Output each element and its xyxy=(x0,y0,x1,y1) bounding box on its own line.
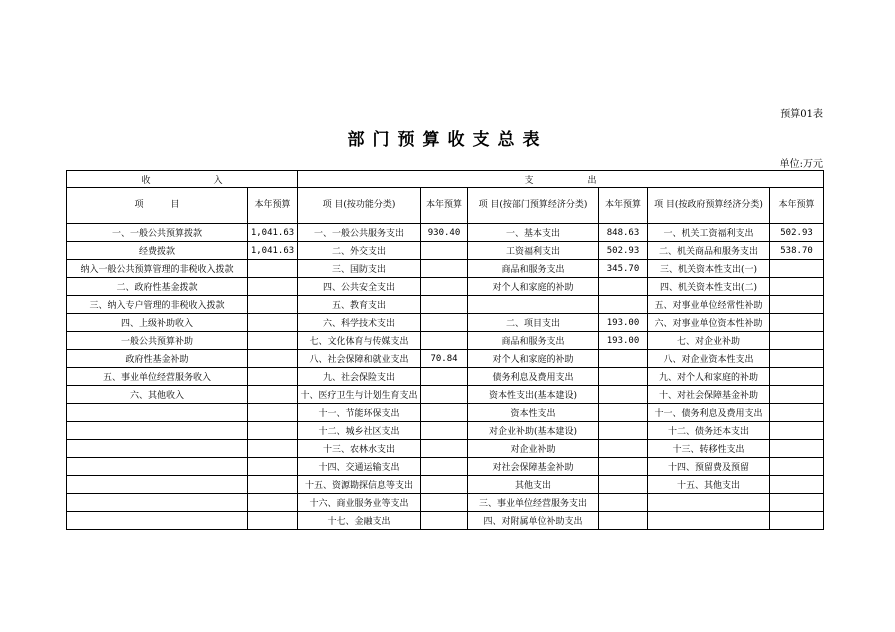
amount-cell xyxy=(770,404,824,422)
amount-cell xyxy=(770,296,824,314)
amount-cell xyxy=(248,422,298,440)
group-header-row xyxy=(67,171,824,188)
item-cell: 九、对个人和家庭的补助 xyxy=(648,368,770,386)
item-cell: 十三、转移性支出 xyxy=(648,440,770,458)
item-cell: 三、国防支出 xyxy=(298,260,421,278)
amount-cell xyxy=(770,350,824,368)
item-cell: 四、上级补助收入 xyxy=(67,314,248,332)
item-cell xyxy=(67,476,248,494)
item-cell: 八、对企业资本性支出 xyxy=(648,350,770,368)
item-cell: 三、事业单位经营服务支出 xyxy=(468,494,599,512)
amount-cell xyxy=(599,422,648,440)
item-cell: 一、一般公共预算拨款 xyxy=(67,224,248,242)
amount-cell xyxy=(770,494,824,512)
amount-cell xyxy=(421,386,468,404)
item-cell: 对社会保障基金补助 xyxy=(468,458,599,476)
column-header-row xyxy=(67,188,824,224)
item-cell: 五、教育支出 xyxy=(298,296,421,314)
item-cell: 一、一般公共服务支出 xyxy=(298,224,421,242)
amount-cell xyxy=(770,314,824,332)
item-cell: 十四、预留费及预留 xyxy=(648,458,770,476)
item-cell: 十六、商业服务业等支出 xyxy=(298,494,421,512)
column-header: 本年预算 xyxy=(248,188,298,224)
item-cell: 对企业补助 xyxy=(468,440,599,458)
amount-cell xyxy=(421,314,468,332)
amount-cell xyxy=(248,260,298,278)
amount-cell xyxy=(248,278,298,296)
item-cell: 资本性支出(基本建设) xyxy=(468,386,599,404)
amount-cell: 345.70 xyxy=(599,260,648,278)
amount-cell: 538.70 xyxy=(770,242,824,260)
item-cell: 十一、节能环保支出 xyxy=(298,404,421,422)
item-cell: 三、机关资本性支出(一) xyxy=(648,260,770,278)
item-cell: 一、机关工资福利支出 xyxy=(648,224,770,242)
amount-cell xyxy=(770,386,824,404)
amount-cell xyxy=(421,278,468,296)
amount-cell xyxy=(599,278,648,296)
item-cell: 七、文化体育与传媒支出 xyxy=(298,332,421,350)
table-row xyxy=(67,404,824,422)
amount-cell xyxy=(770,368,824,386)
item-cell: 十七、金融支出 xyxy=(298,512,421,530)
table-row xyxy=(67,350,824,368)
amount-cell xyxy=(599,440,648,458)
item-cell: 工资福利支出 xyxy=(468,242,599,260)
amount-cell xyxy=(770,422,824,440)
amount-cell xyxy=(248,440,298,458)
amount-cell xyxy=(248,296,298,314)
amount-cell xyxy=(599,404,648,422)
table-row xyxy=(67,368,824,386)
item-cell: 八、社会保障和就业支出 xyxy=(298,350,421,368)
table-row xyxy=(67,422,824,440)
item-cell: 商品和服务支出 xyxy=(468,332,599,350)
table-row xyxy=(67,494,824,512)
amount-cell: 930.40 xyxy=(421,224,468,242)
amount-cell xyxy=(248,458,298,476)
item-cell: 二、外交支出 xyxy=(298,242,421,260)
column-header: 项 目 xyxy=(67,188,248,224)
amount-cell: 193.00 xyxy=(599,314,648,332)
item-cell: 政府性基金补助 xyxy=(67,350,248,368)
amount-cell xyxy=(248,404,298,422)
amount-cell xyxy=(421,368,468,386)
item-cell: 其他支出 xyxy=(468,476,599,494)
amount-cell xyxy=(421,260,468,278)
item-cell xyxy=(67,440,248,458)
item-cell: 二、项目支出 xyxy=(468,314,599,332)
amount-cell xyxy=(248,368,298,386)
item-cell xyxy=(648,512,770,530)
amount-cell xyxy=(599,476,648,494)
amount-cell xyxy=(599,368,648,386)
table-row xyxy=(67,296,824,314)
amount-cell xyxy=(770,260,824,278)
amount-cell xyxy=(770,332,824,350)
amount-cell xyxy=(421,476,468,494)
item-cell xyxy=(648,494,770,512)
table-row xyxy=(67,386,824,404)
table-row xyxy=(67,512,824,530)
item-cell: 对个人和家庭的补助 xyxy=(468,350,599,368)
table-row xyxy=(67,224,824,242)
amount-cell xyxy=(421,422,468,440)
amount-cell xyxy=(248,494,298,512)
amount-cell xyxy=(421,440,468,458)
item-cell: 十三、农林水支出 xyxy=(298,440,421,458)
item-cell: 十二、债务还本支出 xyxy=(648,422,770,440)
item-cell: 资本性支出 xyxy=(468,404,599,422)
item-cell xyxy=(67,422,248,440)
table-row xyxy=(67,332,824,350)
amount-cell xyxy=(421,404,468,422)
table-row xyxy=(67,242,824,260)
amount-cell: 502.93 xyxy=(599,242,648,260)
table-row xyxy=(67,476,824,494)
amount-cell xyxy=(421,458,468,476)
item-cell xyxy=(67,458,248,476)
amount-cell xyxy=(770,476,824,494)
item-cell: 五、对事业单位经常性补助 xyxy=(648,296,770,314)
amount-cell xyxy=(770,458,824,476)
item-cell: 十五、资源勘探信息等支出 xyxy=(298,476,421,494)
table-row xyxy=(67,278,824,296)
item-cell: 三、纳入专户管理的非税收入拨款 xyxy=(67,296,248,314)
item-cell: 四、公共安全支出 xyxy=(298,278,421,296)
table-row xyxy=(67,458,824,476)
item-cell xyxy=(468,296,599,314)
amount-cell xyxy=(421,332,468,350)
amount-cell xyxy=(599,458,648,476)
item-cell: 九、社会保险支出 xyxy=(298,368,421,386)
amount-cell xyxy=(421,512,468,530)
column-header: 项 目(按部门预算经济分类) xyxy=(468,188,599,224)
item-cell: 四、机关资本性支出(二) xyxy=(648,278,770,296)
item-cell: 五、事业单位经营服务收入 xyxy=(67,368,248,386)
amount-cell xyxy=(599,296,648,314)
table-code: 预算01表 xyxy=(780,109,823,120)
amount-cell xyxy=(248,350,298,368)
column-header: 项 目(按功能分类) xyxy=(298,188,421,224)
amount-cell xyxy=(421,494,468,512)
item-cell: 十一、债务利息及费用支出 xyxy=(648,404,770,422)
item-cell: 七、对企业补助 xyxy=(648,332,770,350)
amount-cell: 193.00 xyxy=(599,332,648,350)
item-cell: 六、科学技术支出 xyxy=(298,314,421,332)
item-cell: 一、基本支出 xyxy=(468,224,599,242)
item-cell: 十四、交通运输支出 xyxy=(298,458,421,476)
column-header: 项 目(按政府预算经济分类) xyxy=(648,188,770,224)
item-cell xyxy=(67,404,248,422)
item-cell: 六、对事业单位资本性补助 xyxy=(648,314,770,332)
item-cell: 债务利息及费用支出 xyxy=(468,368,599,386)
item-cell: 十、医疗卫生与计划生育支出 xyxy=(298,386,421,404)
item-cell: 十、对社会保障基金补助 xyxy=(648,386,770,404)
income-group-header: 收 入 xyxy=(67,171,298,188)
item-cell: 十二、城乡社区支出 xyxy=(298,422,421,440)
item-cell: 十五、其他支出 xyxy=(648,476,770,494)
amount-cell xyxy=(421,242,468,260)
item-cell: 纳入一般公共预算管理的非税收入拨款 xyxy=(67,260,248,278)
amount-cell xyxy=(421,296,468,314)
amount-cell: 848.63 xyxy=(599,224,648,242)
amount-cell xyxy=(770,440,824,458)
item-cell: 一般公共预算补助 xyxy=(67,332,248,350)
amount-cell xyxy=(248,332,298,350)
amount-cell xyxy=(248,314,298,332)
table-row xyxy=(67,260,824,278)
item-cell xyxy=(67,494,248,512)
table-row xyxy=(67,440,824,458)
item-cell: 二、机关商品和服务支出 xyxy=(648,242,770,260)
item-cell xyxy=(67,512,248,530)
item-cell: 二、政府性基金拨款 xyxy=(67,278,248,296)
unit-label: 单位:万元 xyxy=(779,159,823,170)
item-cell: 四、对附属单位补助支出 xyxy=(468,512,599,530)
column-header: 本年预算 xyxy=(599,188,648,224)
amount-cell xyxy=(248,476,298,494)
column-header: 本年预算 xyxy=(770,188,824,224)
amount-cell xyxy=(770,512,824,530)
page-title: 部门预算收支总表 xyxy=(347,130,548,150)
item-cell: 对企业补助(基本建设) xyxy=(468,422,599,440)
expense-group-header: 支 出 xyxy=(298,171,824,188)
item-cell: 对个人和家庭的补助 xyxy=(468,278,599,296)
item-cell: 六、其他收入 xyxy=(67,386,248,404)
amount-cell xyxy=(599,386,648,404)
amount-cell xyxy=(599,512,648,530)
amount-cell: 1,041.63 xyxy=(248,242,298,260)
column-header: 本年预算 xyxy=(421,188,468,224)
budget-summary-table xyxy=(66,170,824,530)
amount-cell: 502.93 xyxy=(770,224,824,242)
item-cell: 经费拨款 xyxy=(67,242,248,260)
amount-cell xyxy=(599,494,648,512)
item-cell: 商品和服务支出 xyxy=(468,260,599,278)
amount-cell: 70.84 xyxy=(421,350,468,368)
amount-cell xyxy=(248,386,298,404)
amount-cell xyxy=(599,350,648,368)
amount-cell xyxy=(248,512,298,530)
table-row xyxy=(67,314,824,332)
amount-cell: 1,041.63 xyxy=(248,224,298,242)
amount-cell xyxy=(770,278,824,296)
